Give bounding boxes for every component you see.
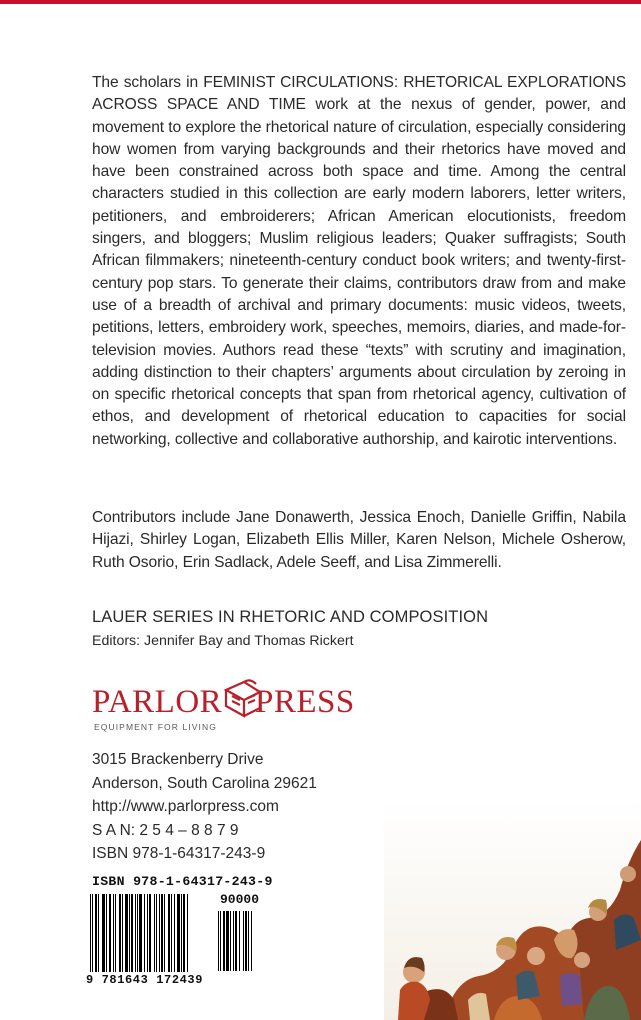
- san-number: S A N: 2 5 4 – 8 8 7 9: [92, 821, 239, 839]
- barcode-bar: [135, 894, 136, 972]
- barcode-bar: [159, 894, 160, 972]
- price-barcode-bars: [218, 911, 276, 972]
- barcode-bar: [171, 894, 172, 972]
- publisher-url: http://www.parlorpress.com: [92, 798, 279, 815]
- barcode-bar: [226, 911, 229, 971]
- barcode-bar: [113, 894, 114, 972]
- barcode-bar: [109, 894, 111, 972]
- barcode-bar: [131, 894, 133, 972]
- barcode-bar: [239, 911, 240, 971]
- logo-word-press: PRESS: [255, 684, 355, 720]
- logo-word-parlor: PARLOR: [92, 684, 223, 720]
- barcode-bar: [233, 911, 234, 971]
- barcode-price-code: 90000: [220, 892, 260, 907]
- ean-barcode-bars: [90, 894, 210, 974]
- barcode-bar: [218, 911, 219, 971]
- barcode-bar: [115, 894, 116, 972]
- barcode-bar: [139, 894, 142, 972]
- barcode-bar: [220, 911, 221, 971]
- barcode-bar: [161, 894, 163, 972]
- description-paragraph: The scholars in FEMINIST CIRCULATIONS: RHETORICAL EXPLORATIONS ACROSS SPACE AND TIME work at the nexus of gender, power, and movement to explore the rhetorical nature of circulation, especially considering how women from varying backgrounds and their rhetorics have moved and have been constrained across both space and time. Among the central characters studied in this collection are early modern laborers, letter writers, petitioners, and embroiderers; African American elocutionists, freedom singers, and bloggers; Muslim religious leaders; Quaker suffragists; South African filmmakers; nineteenth-century conduct book writers; and twenty-first-century pop stars. To generate their claims, contributors draw from and make use of a breadth of archival and primary documents: music videos, tweets, petitions, letters, embroidery work, speeches, memoirs, diaries, and made-for-television movies. Authors read these “texts” with scrutiny and imagination, adding distinction to their chapters’ arguments about circulation by zeroing in on specific rhetorical concepts that span from rhetorical agency, cultivation of ethos, and development of rhetorical education to capacities for social networking, collective and collaborative authorship, and kairotic interventions.: [92, 74, 626, 448]
- barcode-bar: [125, 894, 128, 972]
- renaissance-painting-detail: [384, 800, 641, 1020]
- barcode-bar: [168, 894, 170, 972]
- barcode-bar: [95, 894, 97, 972]
- barcode-bar: [137, 894, 138, 972]
- barcode-bar: [106, 894, 107, 972]
- barcode-bar: [223, 911, 225, 971]
- barcode-bar: [181, 894, 182, 972]
- barcode-bar: [119, 894, 121, 972]
- barcode-bar: [129, 894, 130, 972]
- top-accent-rule: [0, 0, 641, 4]
- barcode-isbn-label: ISBN 978-1-64317-243-9: [92, 874, 273, 889]
- series-title: LAUER SERIES IN RHETORIC AND COMPOSITION: [92, 608, 489, 626]
- barcode-bar: [164, 894, 165, 972]
- barcode-bar: [90, 894, 91, 972]
- barcode-bar: [144, 894, 145, 972]
- publisher-address-block: [92, 748, 317, 866]
- isbn-number: ISBN 978-1-64317-243-9: [92, 845, 266, 862]
- barcode-bar: [156, 894, 157, 972]
- barcode-bar: [251, 911, 252, 971]
- barcode: [86, 870, 282, 994]
- address-line-1: 3015 Brackenberry Drive: [92, 751, 264, 768]
- barcode-bar: [187, 894, 188, 972]
- logo-tagline: EQUIPMENT FOR LIVING: [94, 722, 217, 732]
- barcode-bar: [149, 894, 151, 972]
- barcode-bar: [92, 894, 93, 972]
- barcode-bar: [174, 894, 175, 972]
- series-editors: Editors: Jennifer Bay and Thomas Rickert: [92, 633, 354, 649]
- barcode-bar: [154, 894, 155, 972]
- barcode-bar: [245, 911, 247, 971]
- contributors-paragraph: Contributors include Jane Donawerth, Jessica Enoch, Danielle Griffin, Nabila Hijazi, Shirley Logan, Elizabeth Ellis Miller, Karen Nelson, Michele Osherow, Ruth Osorio, Erin Sadlack, Adele Seeff, and Lisa Zimmerelli.: [92, 509, 626, 571]
- barcode-bar: [102, 894, 105, 972]
- barcode-bar: [147, 894, 148, 972]
- address-line-2: Anderson, South Carolina 29621: [92, 774, 317, 792]
- barcode-bar: [98, 894, 99, 972]
- barcode-bar: [248, 911, 249, 971]
- barcode-bar: [183, 894, 185, 972]
- barcode-bar: [177, 894, 180, 972]
- barcode-bar: [243, 911, 244, 971]
- barcode-bar: [230, 911, 231, 971]
- barcode-digits: 9 781643 172439: [86, 973, 204, 987]
- parlor-press-logo: [92, 676, 364, 736]
- barcode-bar: [235, 911, 237, 971]
- barcode-bar: [122, 894, 123, 972]
